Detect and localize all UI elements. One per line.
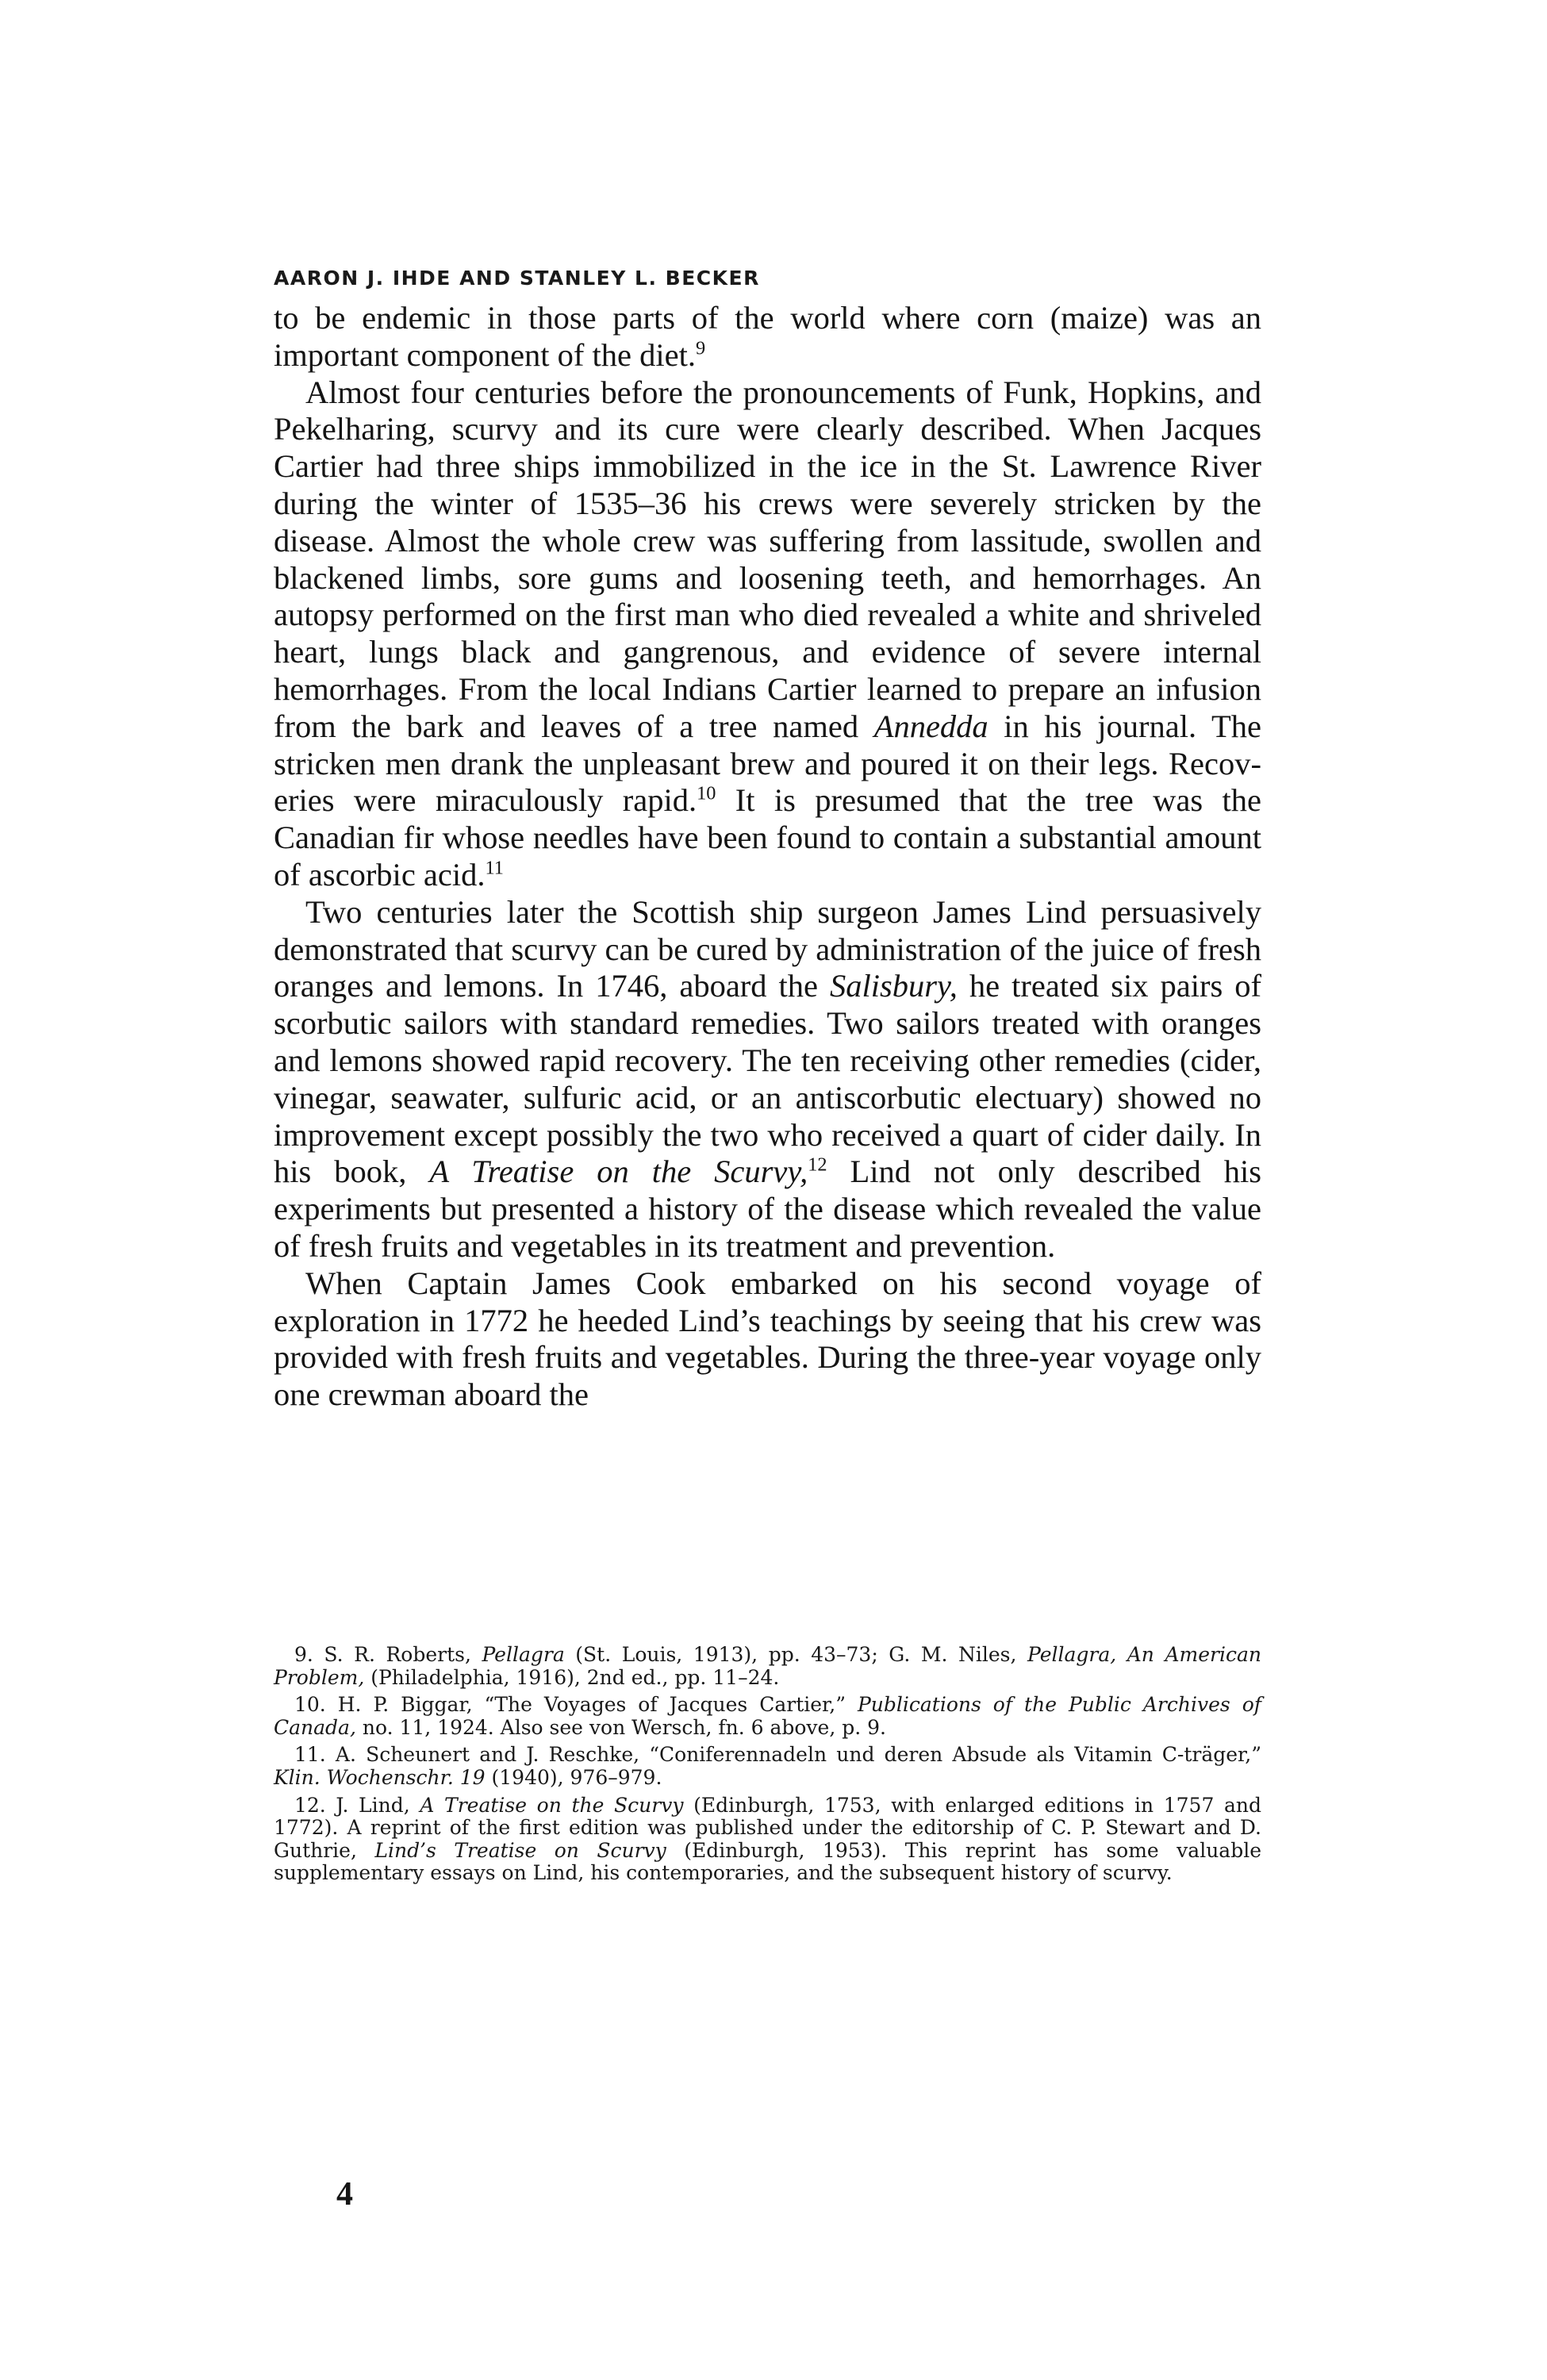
footnote-ref-10[interactable]: 10 [697, 782, 716, 804]
paragraph-4: When Captain James Cook embarked on his second voyage of exploration in 1772 he heeded Lind’s teachings by seeing that his crew was provided with fresh fruits and vegetables. During the three-year voyage only one crewman aboard the [274, 1265, 1261, 1413]
book-title: A Treatise on the Scurvy, [429, 1154, 808, 1190]
footnote-ref-9[interactable]: 9 [696, 337, 706, 359]
running-head: AARON J. IHDE AND STANLEY L. BECKER [274, 267, 760, 290]
annedda-term: Annedda [873, 708, 988, 744]
footnote-ref-11[interactable]: 11 [485, 857, 504, 879]
footnote-11: 11. A. Scheunert and J. Reschke, “Coniferennadeln und deren Absude als Vitamin C-träger,” Klin. Wochenschr. 19 (1940), 976–979. [274, 1743, 1261, 1789]
main-text [274, 300, 1261, 1414]
paragraph-1: to be endemic in those parts of the world where corn (maize) was an important component of the diet.$^9$ [274, 300, 1261, 373]
footnotes [274, 1644, 1261, 1890]
footnote-ref-12[interactable]: 12 [808, 1154, 827, 1176]
footnote-12: 12. J. Lind, A Treatise on the Scurvy (Edinburgh, 1753, with enlarged editions in 1757 and 1772). A reprint of the first edition was published under the editorship of C. P. Stewart and D. Guthrie, Lind’s Treatise on Scurvy (Edinburgh, 1953). This reprint has some valuable supplementary essays on Lind, his contemporaries, and the subsequent history of scurvy. [274, 1793, 1262, 1885]
footnote-10: 10. H. P. Biggar, “The Voyages of Jacques Cartier,” Publications of the Public Archives of Canada, no. 11, 1924. Also see von Wersch, fn. 6 above, p. 9. [274, 1693, 1261, 1739]
paragraph-2: Almost four centuries before the pronouncements of Funk, Hopkins, and Pekelharing, scurvy and its cure were clearly described. When Jacques Cartier had three ships immobilized in the ice in the St. Lawrence River during the winter of 1535–36 his crews were severely stricken by the disease. Almost the whole crew was suffering from lassitude, swollen and blackened limbs, sore gums and loosening teeth, and hemorrhages. An autopsy performed on the first man who died revealed a white and shriveled heart, lungs black and gangrenous, and evidence of severe internal hemorrhages. From the local Indians Cartier learned to prepare an infusion from the bark and leaves of a tree named Annedda in his journal. The stricken men drank the unpleasant brew and poured it on their legs. Recoveries were miraculously rapid.$^{10}$ It is presumed that the tree was the Canadian fir whose needles have been found to contain a substantial amount of ascorbic acid.$^{11}$ [274, 374, 1261, 892]
footnote-9: 9. S. R. Roberts, Pellagra (St. Louis, 1913), pp. 43–73; G. M. Niles, Pellagra, An American Problem, (Philadelphia, 1916), 2nd ed., pp. 11–24. [274, 1643, 1261, 1689]
ship-name: Salisbury, [830, 968, 958, 1004]
page-number: 4 [336, 2176, 353, 2213]
paragraph-3: Two centuries later the Scottish ship surgeon James Lind persuasively demonstrated that scurvy can be cured by administration of the juice of fresh oranges and lemons. In 1746, aboard the Salisbury, he treated six pairs of scorbutic sailors with standard remedies. Two sailors treated with oranges and lemons showed rapid recovery. The ten receiving other remedies (cider, vinegar, seawater, sulfuric acid, or an antiscorbutic electuary) showed no improvement except possibly the two who received a quart of cider daily. In his book, A Treatise on the Scurvy,$^{12}$ Lind not only described his experiments but presented a history of the disease which revealed the value of fresh fruits and vegetables in its treatment and prevention. [274, 893, 1262, 1264]
